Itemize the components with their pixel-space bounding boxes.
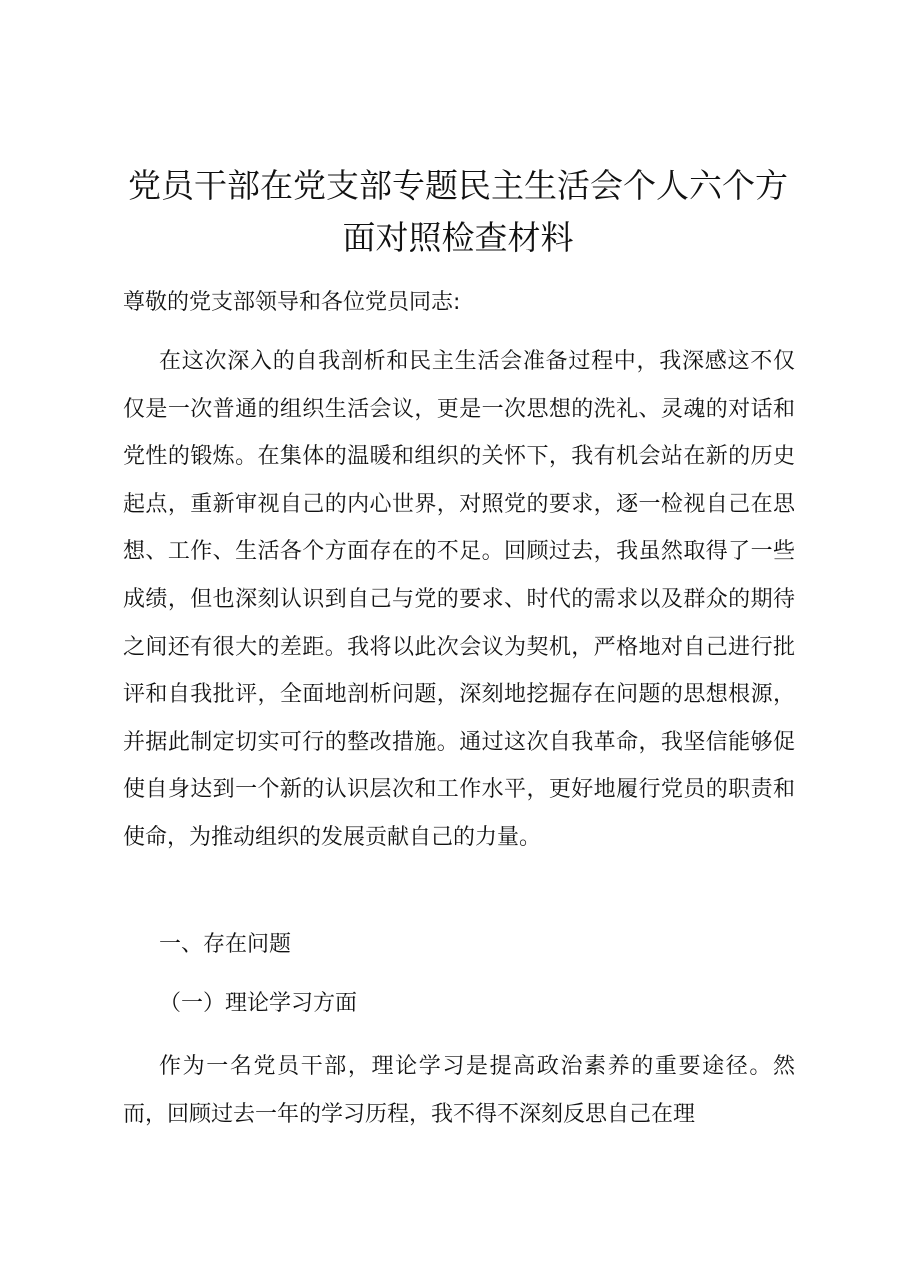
theory-study-paragraph: 作为一名党员干部，理论学习是提高政治素养的重要途径。然而，回顾过去一年的学习历程，我不得不深刻反思自己在理 bbox=[123, 1054, 795, 1127]
document-title: 党员干部在党支部专题民主生活会个人六个方面对照检查材料 bbox=[128, 166, 788, 257]
salutation: 尊敬的党支部领导和各位党员同志: bbox=[123, 290, 461, 315]
intro-paragraph: 在这次深入的自我剖析和民主生活会准备过程中，我深感这不仅仅是一次普通的组织生活会议，更是一次思想的洗礼、灵魂的对话和党性的锻炼。在集体的温暖和组织的关怀下，我有机会站在新的历史起点，重新审视自己的内心世界，对照党的要求，逐一检视自己在思想、工作、生活各个方面存在的不足。回顾过去，我虽然取得了一些成绩，但也深刻认识到自己与党的要求、时代的需求以及群众的期待之间还有很大的差距。我将以此次会议为契机，严格地对自己进行批评和自我批评，全面地剖析问题，深刻地挖掘存在问题的思想根源，并据此制定切实可行的整改措施。通过这次自我革命，我坚信能够促使自身达到一个新的认识层次和工作水平，更好地履行党员的职责和使命，为推动组织的发展贡献自己的力量。 bbox=[123, 349, 795, 850]
section-heading: 一、存在问题 bbox=[159, 932, 292, 957]
subsection-heading: （一）理论学习方面 bbox=[159, 991, 358, 1016]
